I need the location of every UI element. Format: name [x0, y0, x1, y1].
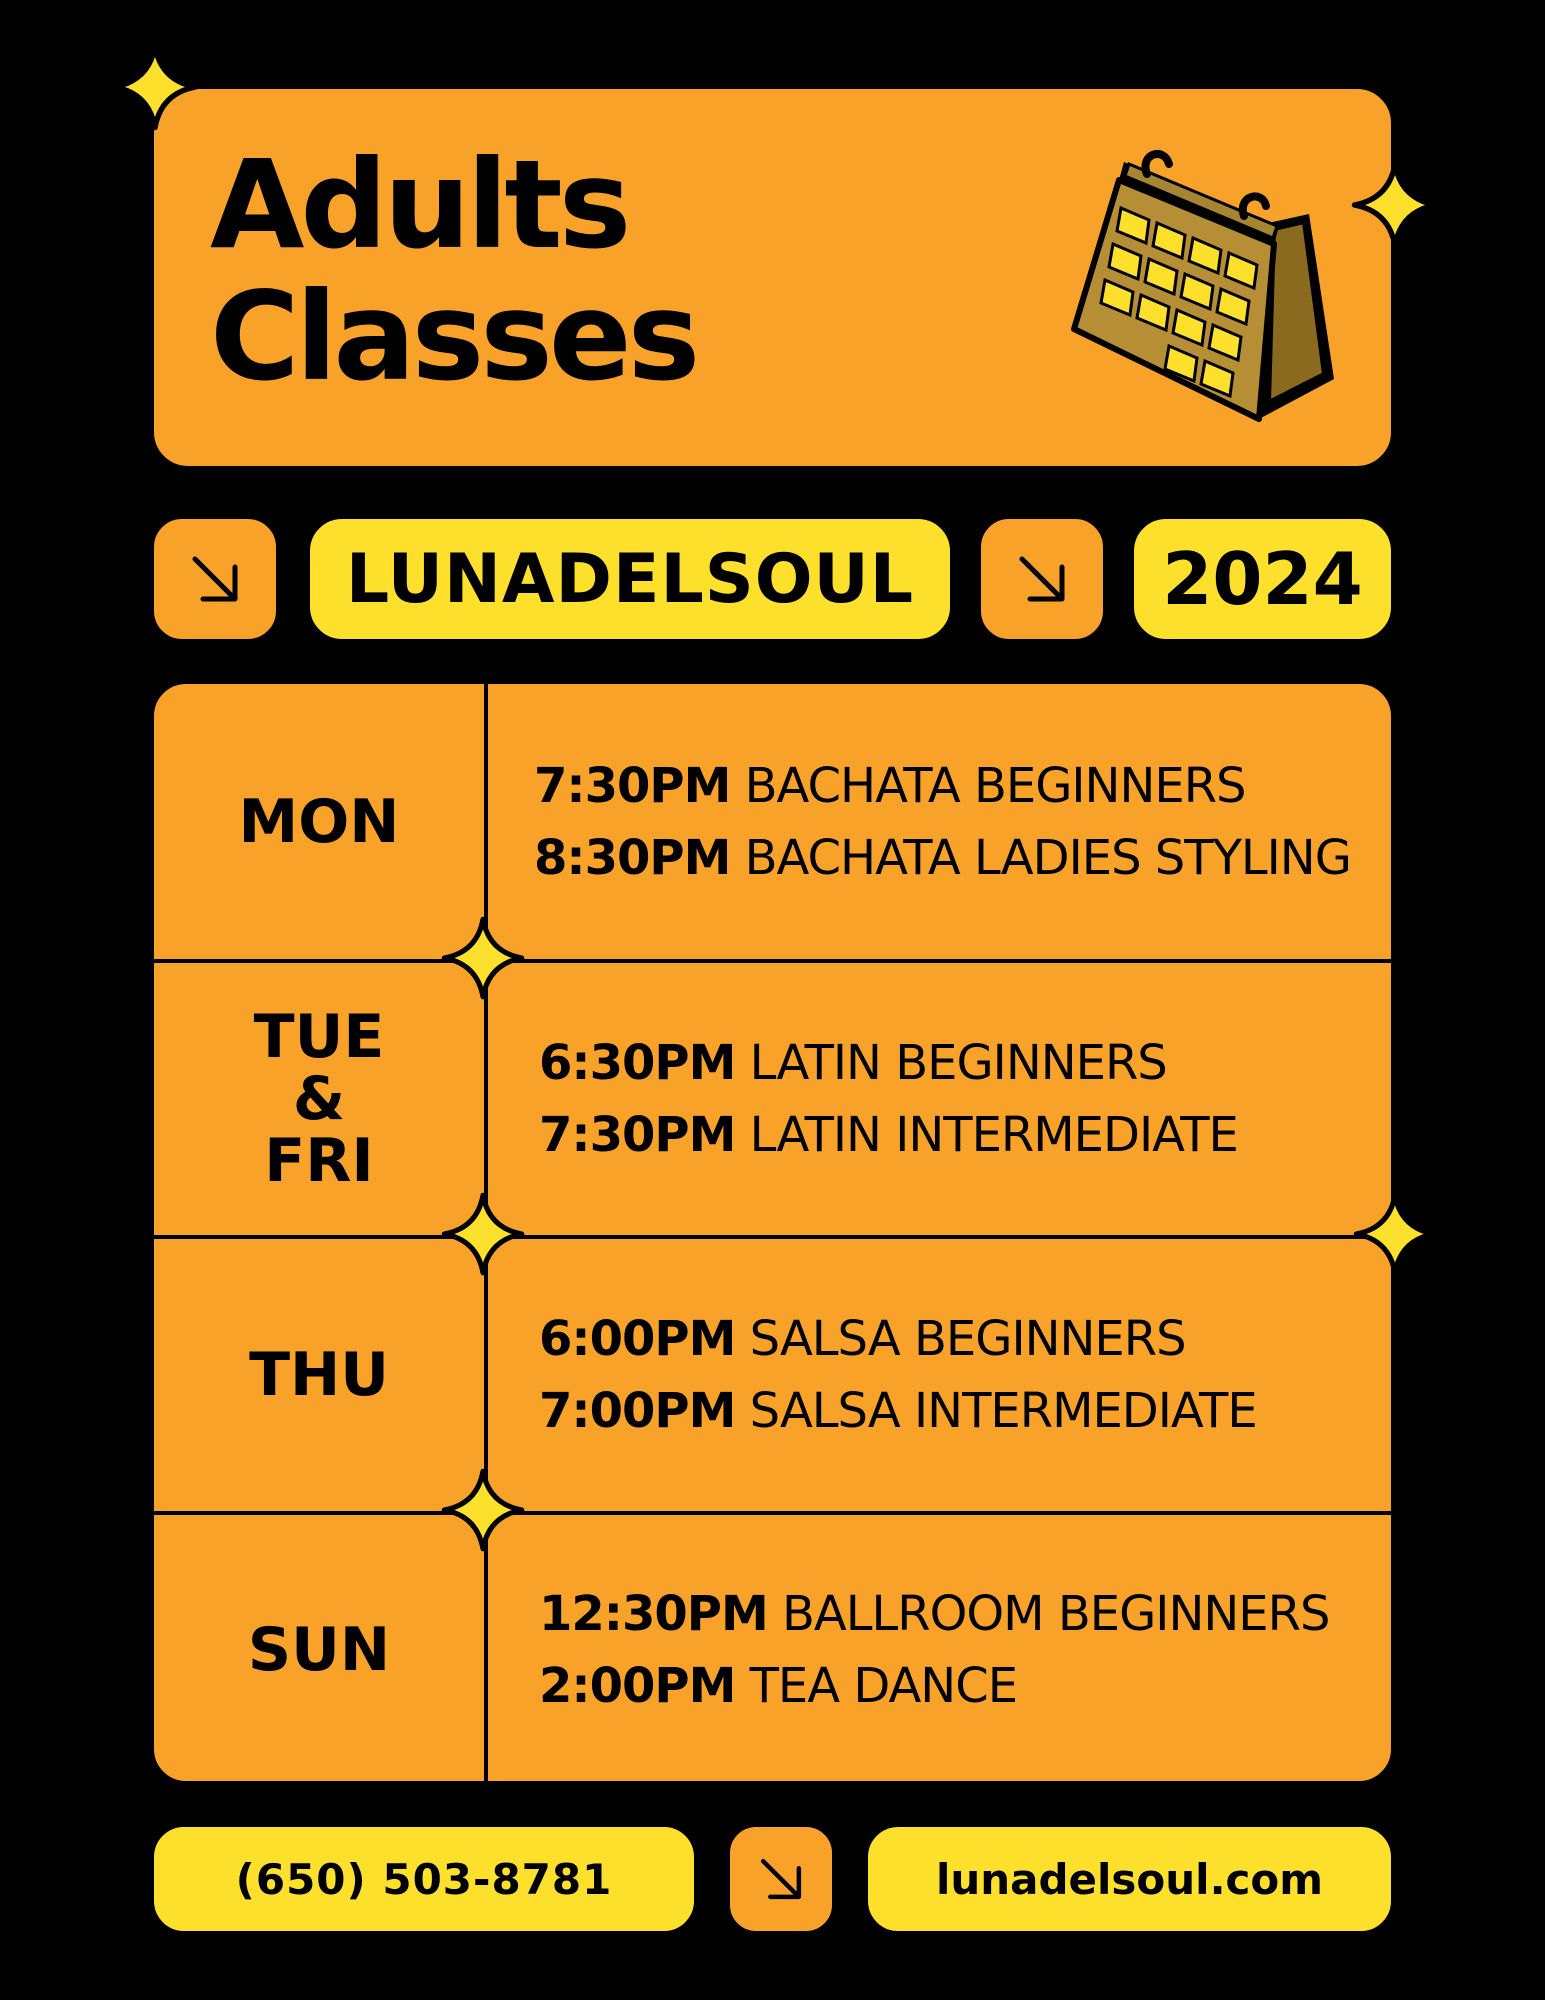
arrow-down-right-icon — [977, 515, 1107, 643]
calendar-icon — [1069, 134, 1349, 434]
class-item: 7:00PM SALSA INTERMEDIATE — [539, 1383, 1257, 1439]
sparkle-icon — [440, 1191, 526, 1277]
title-line-2: Classes — [210, 266, 697, 408]
website-link[interactable]: lunadelsoul.com — [935, 1854, 1324, 1904]
title-line-1: Adults — [210, 134, 628, 276]
sparkle-icon — [440, 915, 526, 1001]
sparkle-icon — [1350, 160, 1440, 250]
schedule-row-mon — [154, 684, 1391, 959]
schedule-row-thu — [154, 1239, 1391, 1511]
class-item: 6:30PM LATIN BEGINNERS — [539, 1035, 1167, 1091]
phone-pill[interactable] — [150, 1823, 698, 1935]
website-pill[interactable] — [864, 1823, 1395, 1935]
class-list — [484, 684, 1391, 959]
day-label: TUE & FRI — [253, 1002, 385, 1196]
schedule-row-sun — [154, 1515, 1391, 1785]
sparkle-icon — [440, 1467, 526, 1553]
year-pill — [1130, 515, 1395, 643]
phone-number[interactable]: (650) 503-8781 — [235, 1854, 613, 1904]
schedule-row-tue-fri — [154, 963, 1391, 1235]
class-item: 2:00PM TEA DANCE — [539, 1658, 1018, 1714]
class-item: 7:30PM BACHATA BEGINNERS — [534, 757, 1246, 814]
day-label: MON — [238, 786, 400, 857]
sparkle-icon — [1352, 1191, 1438, 1277]
arrow-down-right-icon — [150, 515, 280, 643]
class-item: 12:30PM BALLROOM BEGINNERS — [539, 1586, 1330, 1642]
year: 2024 — [1162, 537, 1363, 621]
brand-name: LUNADELSOUL — [345, 539, 915, 619]
class-item: 7:30PM LATIN INTERMEDIATE — [539, 1107, 1238, 1163]
day-label: THU — [249, 1340, 389, 1410]
arrow-down-right-icon — [726, 1823, 836, 1935]
header-card — [150, 85, 1395, 470]
class-item: 8:30PM BACHATA LADIES STYLING — [534, 829, 1351, 886]
day-label: SUN — [247, 1615, 391, 1685]
class-item: 6:00PM SALSA BEGINNERS — [539, 1311, 1186, 1367]
schedule-table — [150, 680, 1395, 1785]
class-list — [484, 1239, 1391, 1511]
page-title — [210, 134, 697, 408]
brand-pill — [306, 515, 954, 643]
sparkle-icon — [110, 42, 200, 132]
class-list — [484, 963, 1391, 1235]
class-list — [484, 1515, 1391, 1785]
